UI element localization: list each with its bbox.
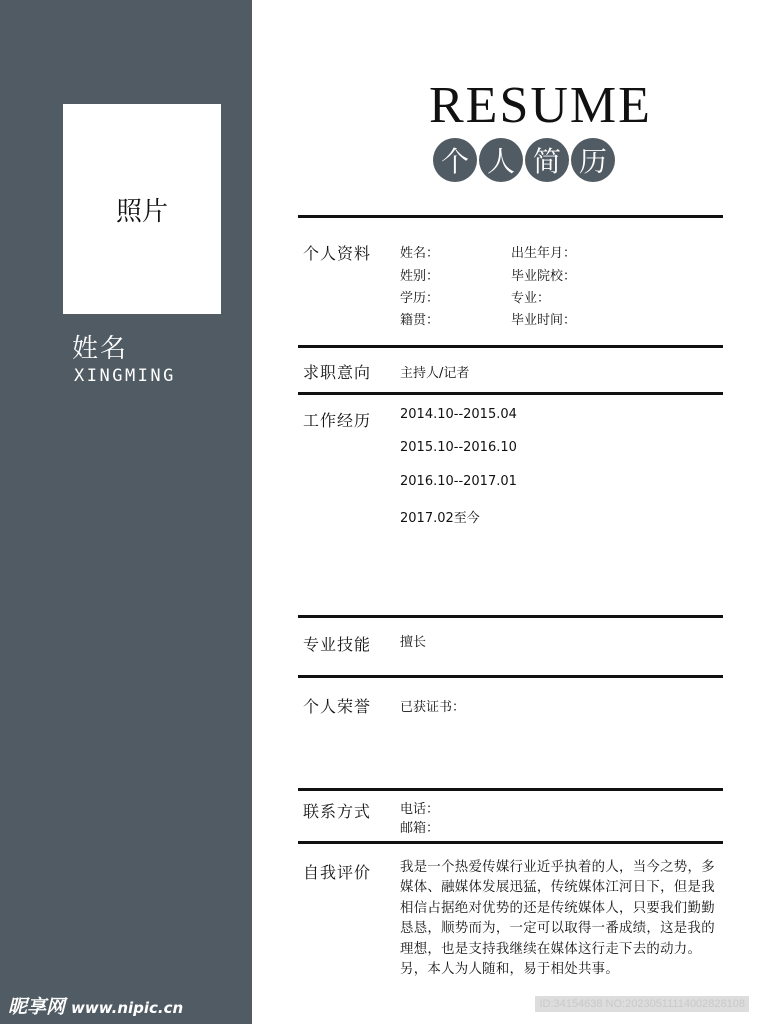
- section-divider: [298, 215, 723, 218]
- section-divider: [298, 345, 723, 348]
- field-origin: 籍贯：: [400, 313, 440, 328]
- sidebar-name: 姓名: [72, 334, 129, 364]
- field-graduation: 毕业时间：: [511, 313, 577, 328]
- field-education: 学历：: [400, 291, 440, 306]
- section-label-experience: 工作经历: [303, 411, 372, 430]
- section-label-contact: 联系方式: [303, 802, 372, 821]
- field-gender: 姓别：: [400, 269, 440, 284]
- subtitle-char: 人: [479, 138, 523, 182]
- field-birth: 出生年月：: [511, 246, 577, 261]
- field-name: 姓名：: [400, 246, 440, 261]
- resume-title: RESUME: [429, 77, 652, 134]
- honors-value: 已获证书：: [400, 700, 466, 715]
- subtitle-char: 简: [525, 138, 569, 182]
- section-divider: [298, 788, 723, 791]
- contact-email: 邮箱：: [400, 821, 440, 836]
- section-divider: [298, 615, 723, 618]
- skills-value: 擅长: [400, 635, 427, 650]
- section-label-self-eval: 自我评价: [303, 863, 372, 882]
- subtitle-char: 历: [571, 138, 615, 182]
- objective-value: 主持人/记者: [400, 366, 470, 381]
- subtitle-circles: [433, 138, 615, 182]
- sidebar-name-pinyin: XINGMING: [74, 366, 176, 386]
- section-label-skills: 专业技能: [303, 635, 372, 654]
- subtitle-char: 个: [433, 138, 477, 182]
- watermark-brand: [8, 992, 183, 1019]
- sidebar: [0, 0, 252, 1024]
- section-divider: [298, 392, 723, 395]
- field-school: 毕业院校：: [511, 269, 577, 284]
- field-major: 专业：: [511, 291, 551, 306]
- self-eval-text: 我是一个热爱传媒行业近乎执着的人，当今之势，多媒体、融媒体发展迅猛，传统媒体江河日下，但是我相信占据绝对优势的还是传统媒体人，只要我们勤勤恳恳，顺势而为，一定可以取得一番成绩，这是我的理想，也是支持我继续在媒体这行走下去的动力。另，本人为人随和，易于相处共事。: [400, 860, 715, 978]
- experience-period: 2014.10--2015.04: [400, 407, 517, 422]
- section-divider: [298, 675, 723, 678]
- contact-phone: 电话：: [400, 802, 440, 817]
- watermark-brand-name: 昵享网: [8, 996, 66, 1018]
- experience-period: 2015.10--2016.10: [400, 440, 517, 455]
- watermark-id: ID:34154638 NO:20230511114002828108: [535, 996, 749, 1012]
- experience-period: 2016.10--2017.01: [400, 474, 517, 489]
- watermark-url: www.nipic.cn: [71, 999, 184, 1017]
- photo-label: 照片: [115, 196, 168, 227]
- photo-placeholder: [63, 104, 221, 314]
- section-label-objective: 求职意向: [303, 363, 372, 382]
- section-label-personal: 个人资料: [303, 244, 372, 263]
- section-divider: [298, 841, 723, 844]
- section-label-honors: 个人荣誉: [303, 697, 372, 716]
- experience-period: 2017.02至今: [400, 511, 480, 526]
